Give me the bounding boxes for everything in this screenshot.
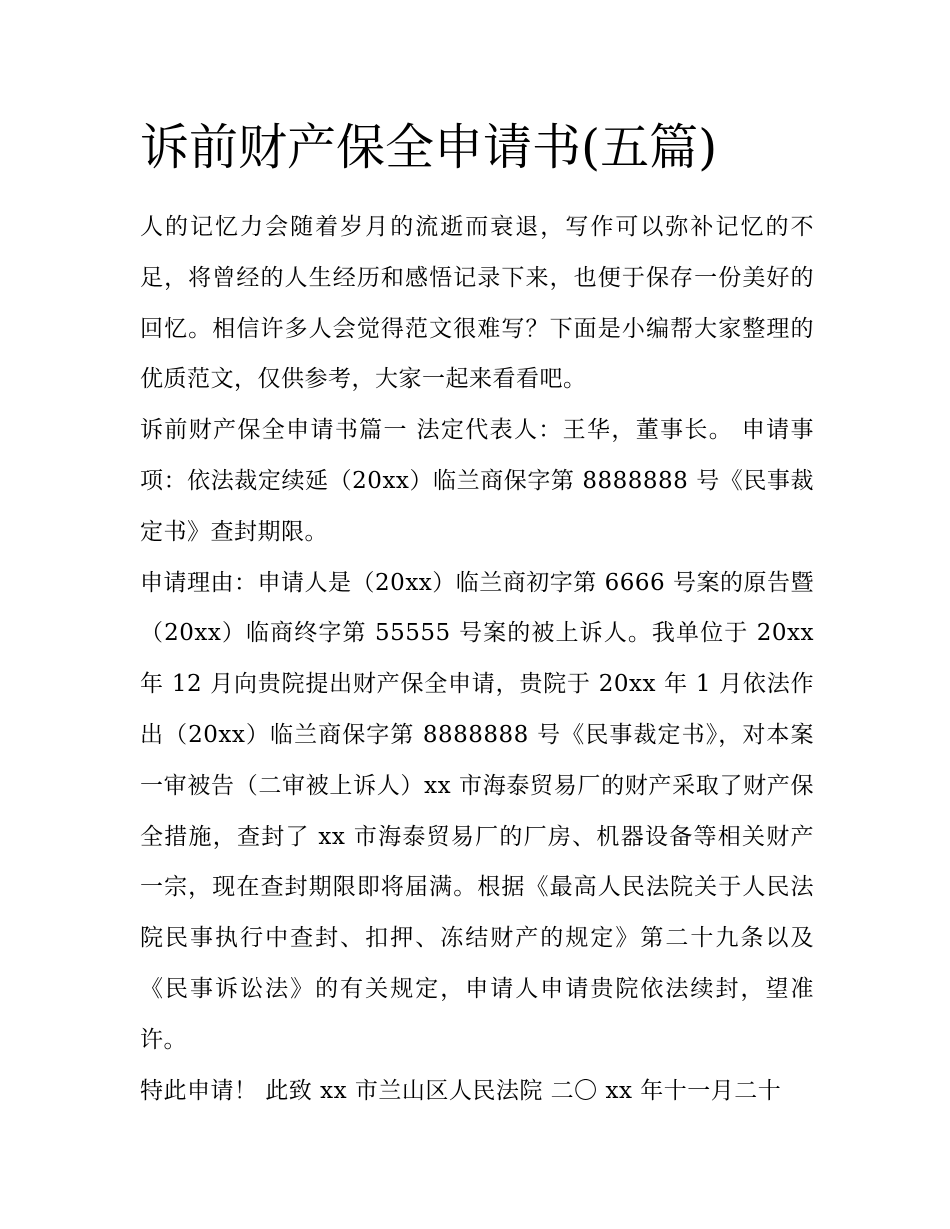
paragraph-intro: 人的记忆力会随着岁月的流逝而衰退，写作可以弥补记忆的不足，将曾经的人生经历和感悟记录下来，也便于保存一份美好的回忆。相信许多人会觉得范文很难写？下面是小编帮大家整理的优质范文，仅供参考，大家一起来看看吧。: [140, 214, 814, 393]
paragraph-application-items: 诉前财产保全申请书篇一 法定代表人：王华，董事长。 申请事项：依法裁定续延（20xx）临兰商保字第 8888888 号《民事裁定书》查封期限。: [140, 417, 814, 545]
document-body: [140, 202, 814, 1116]
document-title: 诉前财产保全申请书(五篇): [140, 119, 718, 176]
paragraph-closing: 特此申请！ 此致 xx 市兰山区人民法院 二〇 xx 年十一月二十: [140, 1077, 782, 1104]
paragraph-application-reasons: 申请理由：申请人是（20xx）临兰商初字第 6666 号案的原告暨（20xx）临商终字第 55555 号案的被上诉人。我单位于 20xx 年 12 月向贵院提出财产保全申请，贵院于 20xx 年 1 月依法作出（20xx）临兰商保字第 8888888 号《民事裁定书》，对本案一审被告（二审被上诉人）xx 市海泰贸易厂的财产采取了财产保全措施，查封了 xx 市海泰贸易厂的厂房、机器设备等相关财产一宗，现在查封期限即将届满。根据《最高人民法院关于人民法院民事执行中查封、扣押、冻结财产的规定》第二十九条以及《民事诉讼法》的有关规定，申请人申请贵院依法续封，望准许。: [140, 569, 814, 1053]
